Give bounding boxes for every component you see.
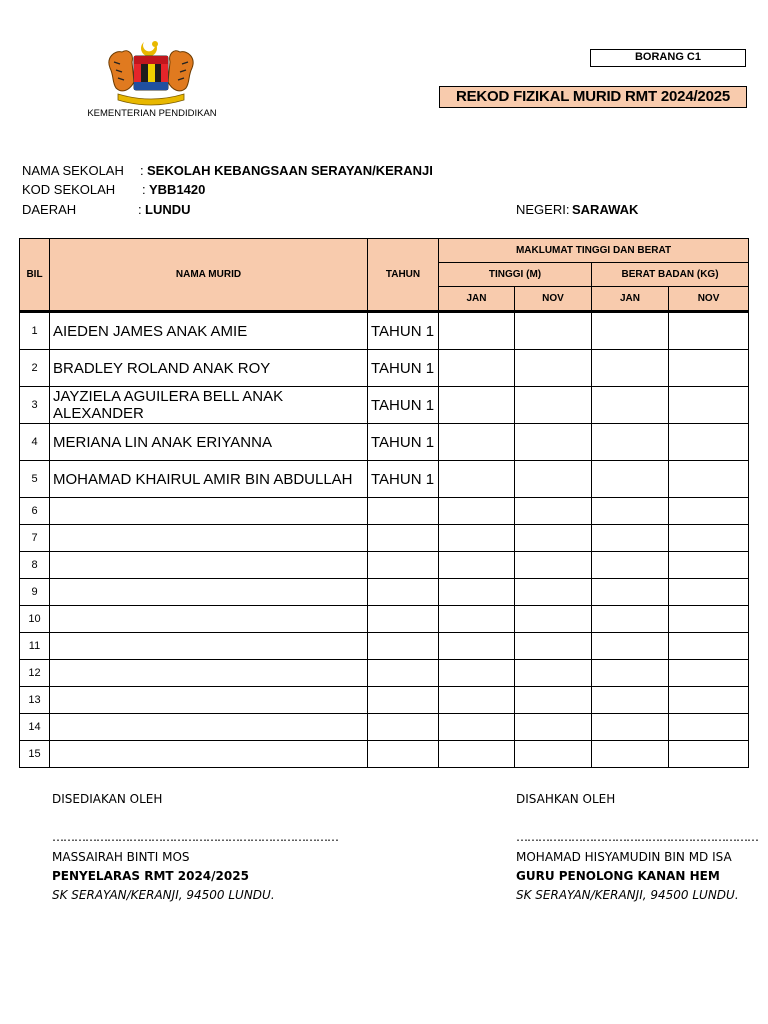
student-name [50,498,368,525]
student-name [50,606,368,633]
weight-jan-cell [592,714,669,741]
student-name [50,660,368,687]
height-jan-cell [439,498,515,525]
row-number: 13 [20,687,50,714]
school-name-label: NAMA SEKOLAH [22,163,124,178]
row-number: 4 [20,424,50,461]
student-name [50,741,368,768]
weight-nov-cell [669,312,749,350]
col-header-height-nov: NOV [515,287,592,312]
student-year [368,633,439,660]
table-row [20,687,749,714]
table-row [20,525,749,552]
col-header-height: TINGGI (M) [439,263,592,287]
school-code-separator: : [142,182,146,197]
col-header-height-jan: JAN [439,287,515,312]
height-jan-cell [439,387,515,424]
student-name [50,714,368,741]
weight-jan-cell [592,687,669,714]
weight-nov-cell [669,387,749,424]
height-nov-cell [515,525,592,552]
row-number: 7 [20,525,50,552]
height-jan-cell [439,741,515,768]
weight-jan-cell [592,579,669,606]
height-nov-cell [515,579,592,606]
col-header-name: NAMA MURID [50,239,368,312]
weight-jan-cell [592,387,669,424]
weight-jan-cell [592,552,669,579]
approved-signature-line: ………………………………………………………… [516,830,758,844]
student-year [368,579,439,606]
prepared-signature-line: …………………………………………………………………… [52,830,338,844]
weight-jan-cell [592,633,669,660]
weight-nov-cell [669,660,749,687]
student-year: TAHUN 1 [368,350,439,387]
table-row [20,312,749,350]
col-header-bil: BIL [20,239,50,312]
approved-by-label: DISAHKAN OLEH [516,792,616,806]
student-name: AIEDEN JAMES ANAK AMIE [50,312,368,350]
table-row [20,461,749,498]
height-nov-cell [515,660,592,687]
student-year [368,714,439,741]
student-year [368,525,439,552]
weight-nov-cell [669,525,749,552]
height-jan-cell [439,606,515,633]
height-nov-cell [515,633,592,660]
student-year: TAHUN 1 [368,461,439,498]
height-jan-cell [439,633,515,660]
school-code-value: YBB1420 [149,182,206,197]
weight-nov-cell [669,461,749,498]
col-header-measurements: MAKLUMAT TINGGI DAN BERAT [439,239,749,263]
col-header-weight: BERAT BADAN (KG) [592,263,749,287]
school-code-label: KOD SEKOLAH [22,182,116,197]
student-name: MERIANA LIN ANAK ERIYANNA [50,424,368,461]
weight-nov-cell [669,579,749,606]
height-nov-cell [515,714,592,741]
weight-jan-cell [592,660,669,687]
weight-jan-cell [592,461,669,498]
height-nov-cell [515,687,592,714]
col-header-weight-nov: NOV [669,287,749,312]
student-name [50,633,368,660]
student-year [368,498,439,525]
student-year: TAHUN 1 [368,424,439,461]
state-value: SARAWAK [572,202,639,217]
student-year [368,741,439,768]
weight-nov-cell [669,687,749,714]
height-jan-cell [439,660,515,687]
height-nov-cell [515,498,592,525]
weight-nov-cell [669,633,749,660]
table-row [20,387,749,424]
row-number: 6 [20,498,50,525]
prepared-by-role: PENYELARAS RMT 2024/2025 [52,869,249,883]
weight-nov-cell [669,552,749,579]
height-jan-cell [439,424,515,461]
height-nov-cell [515,552,592,579]
row-number: 1 [20,312,50,350]
coat-of-arms-logo [104,38,198,108]
table-row [20,498,749,525]
form-code-box: BORANG C1 [590,49,746,67]
table-row [20,633,749,660]
weight-jan-cell [592,424,669,461]
row-number: 12 [20,660,50,687]
col-header-year: TAHUN [368,239,439,312]
height-nov-cell [515,606,592,633]
weight-jan-cell [592,741,669,768]
student-name: JAYZIELA AGUILERA BELL ANAK ALEXANDER [50,387,368,424]
school-name-separator: : [140,163,144,178]
prepared-by-name: MASSAIRAH BINTI MOS [52,850,190,864]
district-value: LUNDU [145,202,191,217]
table-row [20,660,749,687]
height-jan-cell [439,350,515,387]
student-name: MOHAMAD KHAIRUL AMIR BIN ABDULLAH [50,461,368,498]
table-row [20,606,749,633]
row-number: 10 [20,606,50,633]
approved-by-name: MOHAMAD HISYAMUDIN BIN MD ISA [516,850,732,864]
weight-jan-cell [592,525,669,552]
weight-nov-cell [669,606,749,633]
weight-nov-cell [669,498,749,525]
weight-jan-cell [592,350,669,387]
prepared-by-school: SK SERAYAN/KERANJI, 94500 LUNDU. [52,888,275,902]
height-jan-cell [439,714,515,741]
district-separator: : [138,202,142,217]
table-row [20,424,749,461]
row-number: 14 [20,714,50,741]
student-name: BRADLEY ROLAND ANAK ROY [50,350,368,387]
state-label: NEGERI: [516,202,570,217]
height-jan-cell [439,312,515,350]
height-nov-cell [515,424,592,461]
row-number: 5 [20,461,50,498]
student-year: TAHUN 1 [368,387,439,424]
table-row [20,741,749,768]
row-number: 3 [20,387,50,424]
height-jan-cell [439,552,515,579]
student-name [50,525,368,552]
height-jan-cell [439,579,515,606]
height-jan-cell [439,525,515,552]
student-year [368,687,439,714]
document-title: REKOD FIZIKAL MURID RMT 2024/2025 [439,86,747,108]
weight-nov-cell [669,714,749,741]
approved-by-school: SK SERAYAN/KERANJI, 94500 LUNDU. [516,888,739,902]
row-number: 15 [20,741,50,768]
weight-nov-cell [669,350,749,387]
row-number: 8 [20,552,50,579]
table-row [20,350,749,387]
height-nov-cell [515,387,592,424]
prepared-by-label: DISEDIAKAN OLEH [52,792,163,806]
height-jan-cell [439,687,515,714]
district-label: DAERAH [22,202,77,217]
height-jan-cell [439,461,515,498]
height-nov-cell [515,461,592,498]
height-nov-cell [515,312,592,350]
height-nov-cell [515,741,592,768]
col-header-weight-jan: JAN [592,287,669,312]
student-name [50,552,368,579]
table-row [20,579,749,606]
weight-jan-cell [592,498,669,525]
student-year [368,552,439,579]
student-year [368,660,439,687]
height-nov-cell [515,350,592,387]
row-number: 11 [20,633,50,660]
approved-by-role: GURU PENOLONG KANAN HEM [516,869,720,883]
table-row [20,552,749,579]
student-name [50,687,368,714]
weight-nov-cell [669,424,749,461]
student-record-table [19,238,749,768]
student-year: TAHUN 1 [368,312,439,350]
school-name-value: SEKOLAH KEBANGSAAN SERAYAN/KERANJI [147,163,433,178]
weight-jan-cell [592,312,669,350]
weight-jan-cell [592,606,669,633]
ministry-name: KEMENTERIAN PENDIDIKAN [87,108,217,119]
student-name [50,579,368,606]
weight-nov-cell [669,741,749,768]
row-number: 2 [20,350,50,387]
table-row [20,714,749,741]
row-number: 9 [20,579,50,606]
student-year [368,606,439,633]
